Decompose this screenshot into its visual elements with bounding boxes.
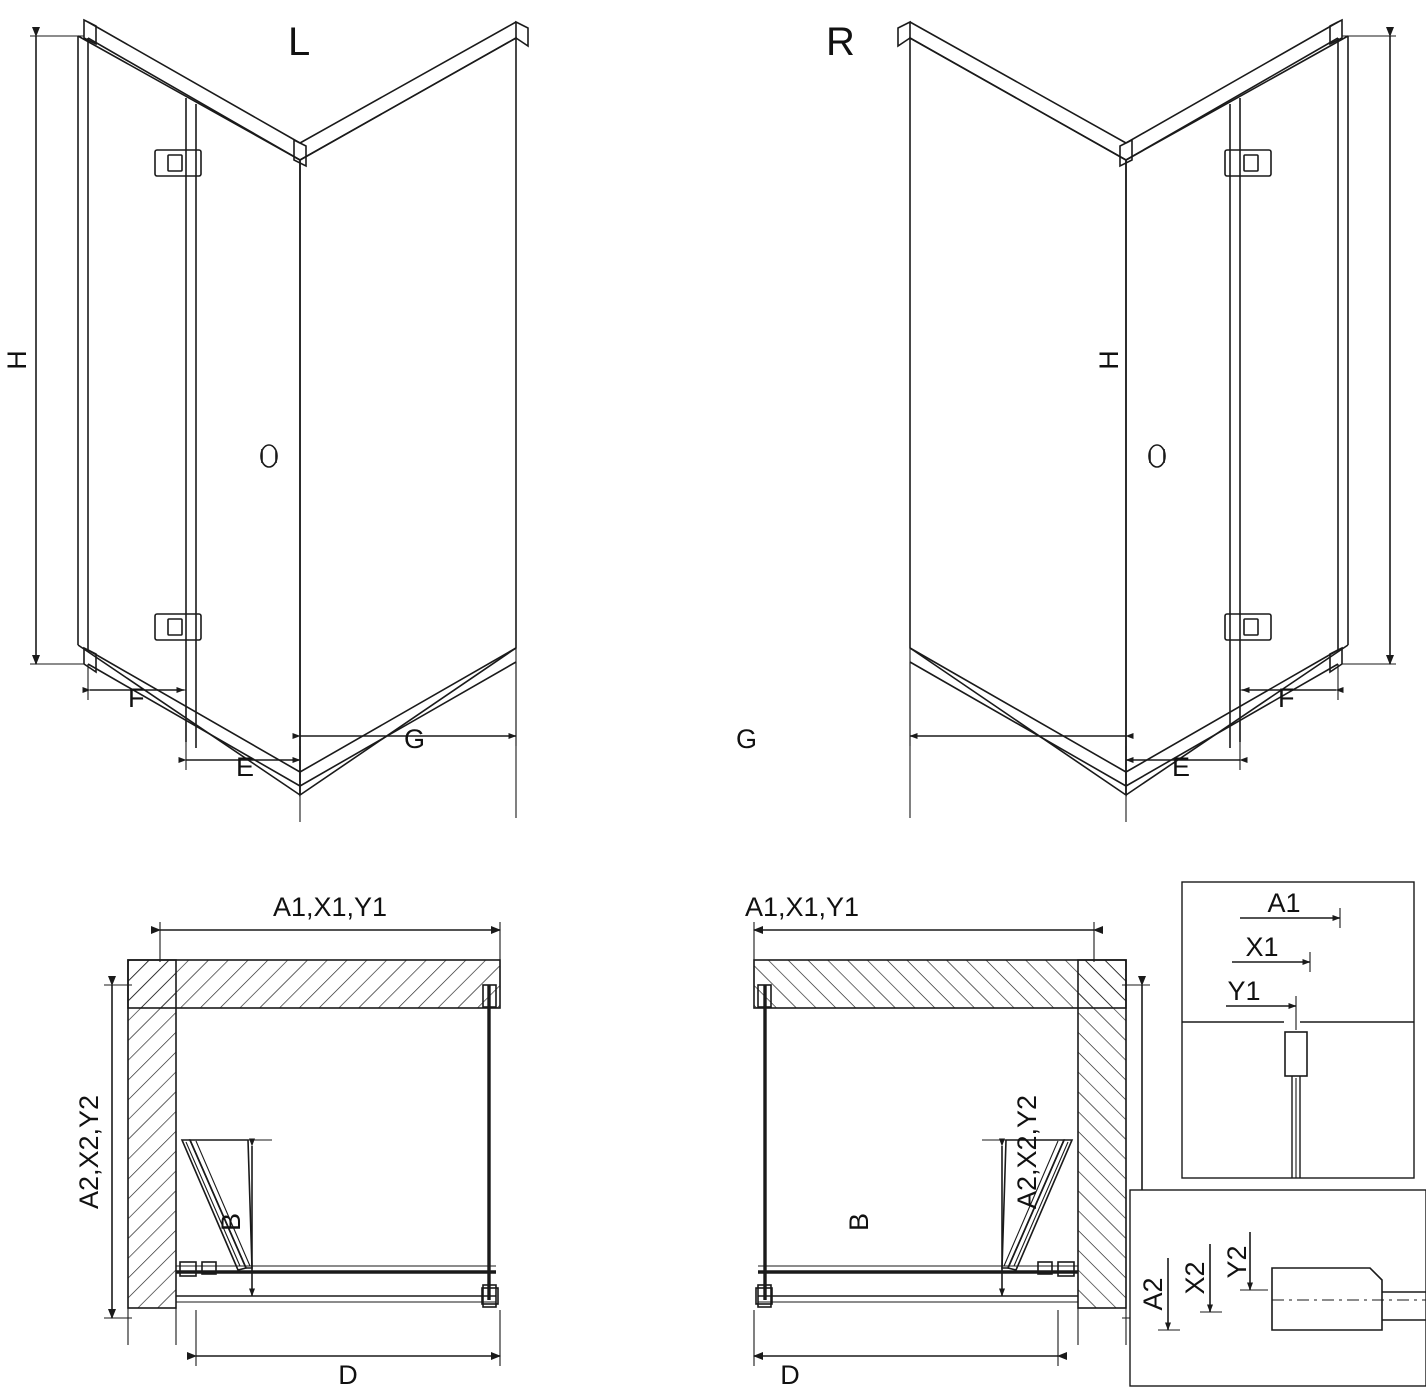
detail-dim-A1: A1 [1267, 888, 1301, 918]
dim-A1X1Y1-right: A1,X1,Y1 [744, 892, 860, 922]
plan-view-right [754, 922, 1150, 1366]
plan-view-left [104, 922, 500, 1366]
detail-box-bottom [1130, 1190, 1426, 1386]
dim-E-right: E [1172, 752, 1191, 782]
dim-D-left: D [338, 1360, 358, 1390]
iso-view-left [30, 20, 528, 822]
detail-dim-Y1: Y1 [1227, 976, 1261, 1006]
dim-A1X1Y1-left: A1,X1,Y1 [272, 892, 388, 922]
dim-H-left: H [2, 350, 32, 370]
dim-A2X2Y2-left: A2,X2,Y2 [74, 1094, 104, 1210]
dim-B-left: B [216, 1212, 246, 1232]
dim-B-right: B [844, 1212, 874, 1232]
dim-F-right: F [1278, 683, 1295, 713]
label-view-R: R [826, 20, 855, 64]
iso-view-right [898, 20, 1396, 822]
dim-G-right: G [736, 724, 758, 754]
detail-box-top [1182, 882, 1414, 1178]
dim-A2X2Y2-right: A2,X2,Y2 [1012, 1094, 1042, 1210]
dim-E-left: E [236, 752, 255, 782]
label-view-L: L [288, 20, 311, 64]
dim-G-left: G [404, 724, 426, 754]
dim-H-right: H [1094, 350, 1124, 370]
detail-dim-X2: X2 [1180, 1261, 1210, 1295]
dim-F-left: F [128, 683, 145, 713]
dim-D-right: D [780, 1360, 800, 1390]
detail-dim-Y2: Y2 [1222, 1245, 1252, 1279]
detail-dim-A2: A2 [1138, 1277, 1168, 1311]
detail-dim-X1: X1 [1245, 932, 1279, 962]
